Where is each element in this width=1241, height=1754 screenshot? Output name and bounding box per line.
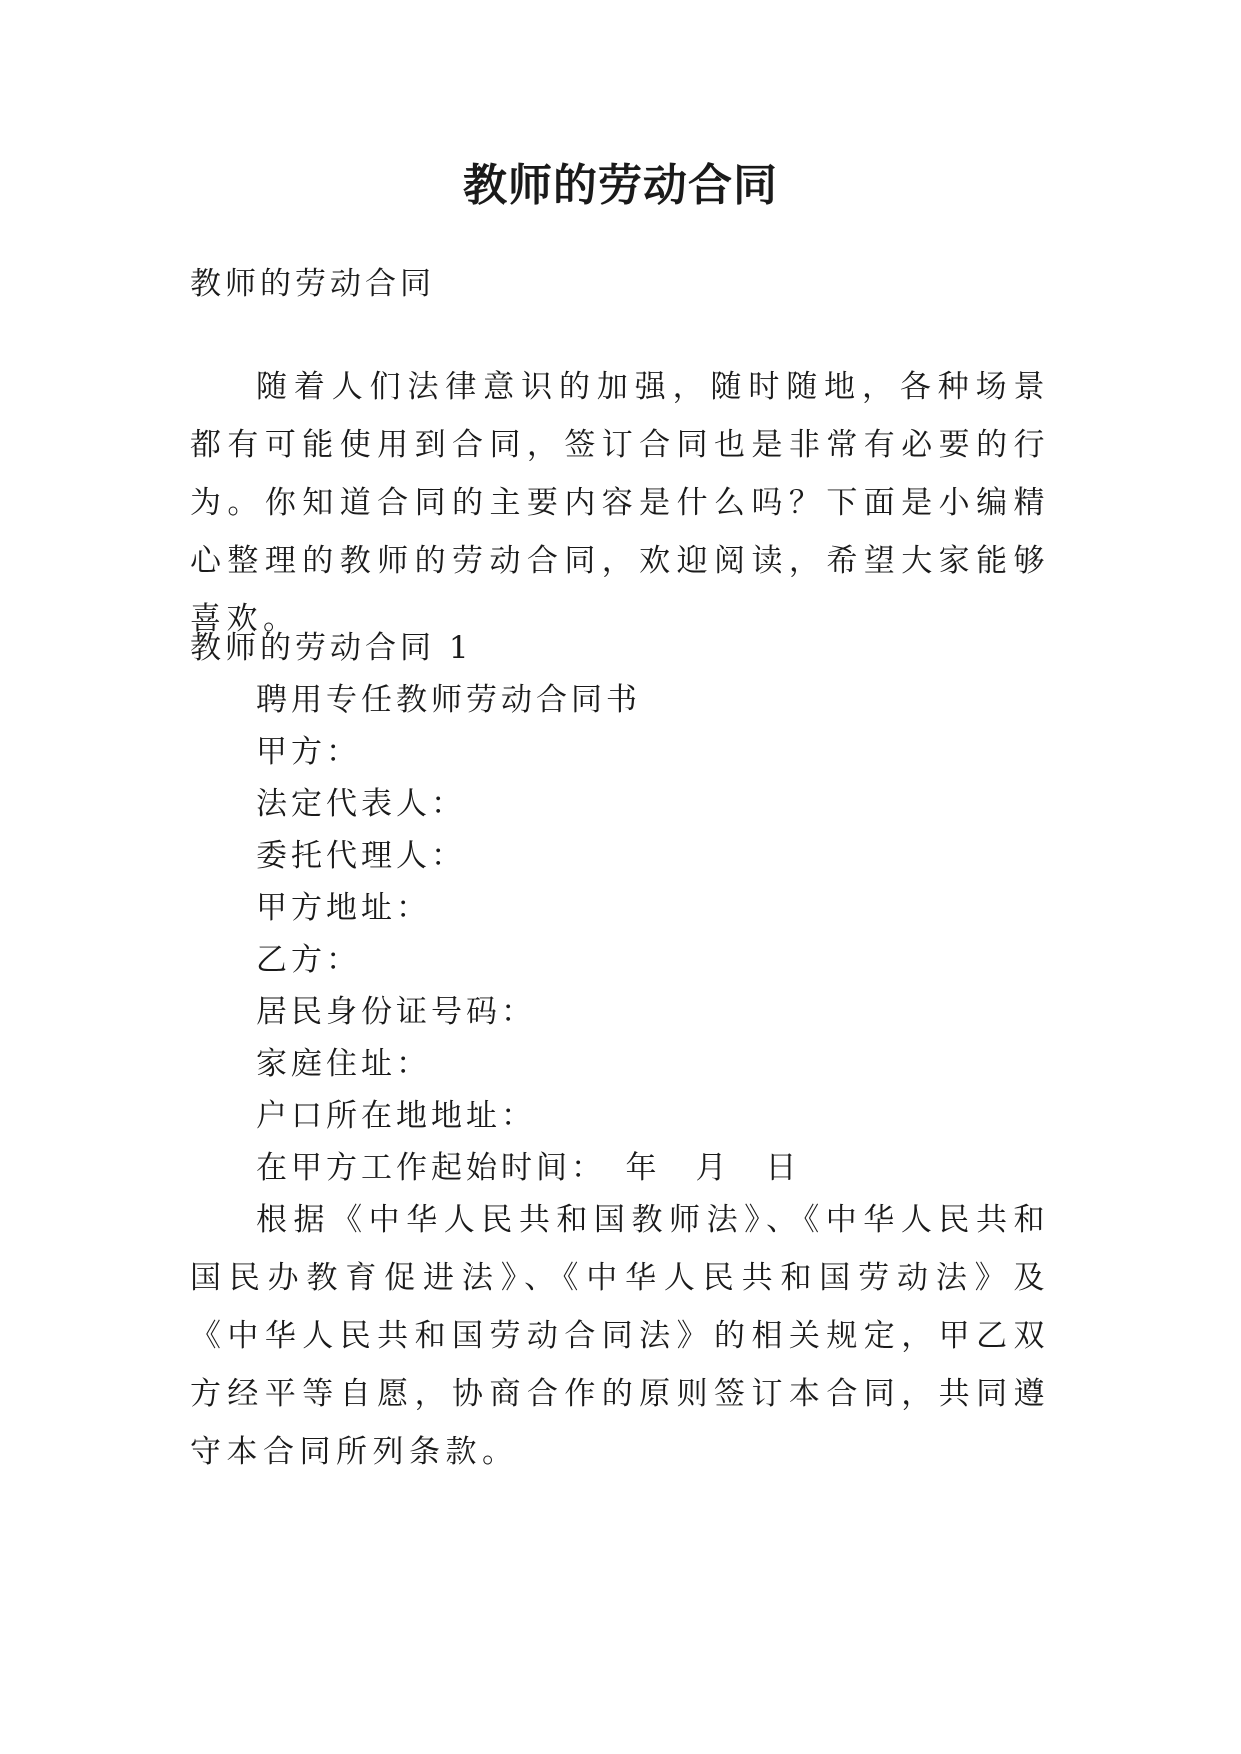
document-title: 教师的劳动合同 — [463, 160, 778, 211]
field-party-b: 乙方： — [256, 942, 361, 978]
field-household-address: 户口所在地地址： — [256, 1098, 536, 1134]
basis-paragraph: 根据《中华人民共和国教师法》、《中华人民共和国民办教育促进法》、《中华人民共和国劳动法》及《中华人民共和国劳动合同法》的相关规定，甲乙双方经平等自愿，协商合作的原则签订本合同，共同遵守本合同所列条款。 — [190, 1202, 1050, 1470]
contract-title: 聘用专任教师劳动合同书 — [256, 682, 641, 718]
field-start-date: 在甲方工作起始时间： 年 月 日 — [256, 1150, 801, 1186]
field-legal-representative: 法定代表人： — [256, 786, 466, 822]
intro-paragraph: 随着人们法律意识的加强，随时随地，各种场景都有可能使用到合同，签订合同也是非常有必要的行为。你知道合同的主要内容是什么吗？下面是小编精心整理的教师的劳动合同，欢迎阅读，希望大家能够喜欢。 — [190, 369, 1050, 637]
field-home-address: 家庭住址： — [256, 1046, 431, 1082]
field-agent: 委托代理人： — [256, 838, 466, 874]
field-party-a-address: 甲方地址： — [256, 890, 431, 926]
section-heading: 教师的劳动合同 1 — [190, 630, 473, 666]
field-id-number: 居民身份证号码： — [256, 994, 536, 1030]
document-subtitle: 教师的劳动合同 — [190, 266, 435, 302]
field-party-a: 甲方： — [256, 734, 361, 770]
